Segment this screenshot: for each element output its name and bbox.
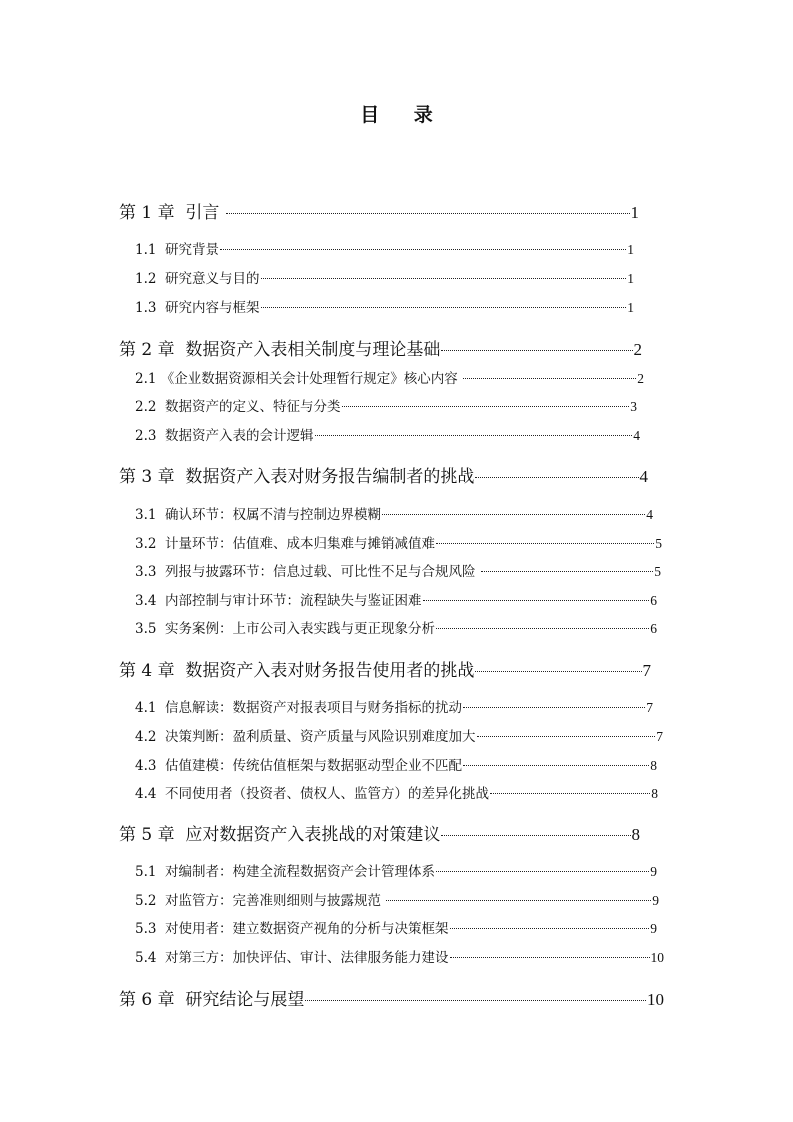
toc-entry-label: 5.3 对使用者：建立数据资产视角的分析与决策框架	[135, 921, 449, 937]
toc-entry-label: 1.1 研究背景	[135, 242, 220, 258]
page-title: 目 录	[360, 104, 447, 126]
toc-entry-section-3-2[interactable]	[135, 531, 662, 557]
toc-entry-page: 3	[630, 399, 637, 414]
dot-leader	[475, 656, 641, 676]
toc-entry-section-5-4[interactable]	[135, 945, 664, 971]
dot-leader	[450, 946, 650, 962]
toc-entry-chapter-5[interactable]	[119, 820, 640, 848]
toc-entry-label: 3.2 计量环节：估值难、成本归集难与摊销减值难	[135, 536, 436, 552]
toc-entry-label: 5.2 对监管方：完善准则细则与披露规范	[135, 893, 386, 909]
dot-leader	[441, 820, 630, 840]
dot-leader	[423, 589, 650, 605]
toc-entry-chapter-6[interactable]	[119, 985, 664, 1013]
toc-entry-section-4-1[interactable]	[135, 695, 653, 721]
dot-leader	[436, 617, 649, 633]
toc-entry-label: 1.3 研究内容与框架	[135, 300, 260, 316]
toc-entry-section-2-1[interactable]	[135, 366, 644, 392]
toc-entry-chapter-4[interactable]	[119, 656, 651, 684]
toc-entry-page: 2	[633, 340, 642, 360]
dot-leader	[342, 395, 630, 411]
toc-entry-label: 4.4 不同使用者（投资者、债权人、监管方）的差异化挑战	[135, 786, 490, 802]
toc-entry-section-2-3[interactable]	[135, 423, 640, 449]
toc-entry-page: 6	[650, 593, 657, 608]
toc-entry-page: 9	[650, 864, 657, 879]
toc-entry-section-4-2[interactable]	[135, 724, 663, 750]
toc-entry-page: 7	[656, 729, 663, 744]
toc-entry-label: 3.5 实务案例：上市公司入表实践与更正现象分析	[135, 621, 436, 637]
dot-leader	[450, 917, 650, 933]
toc-entry-page: 7	[646, 700, 653, 715]
toc-entry-section-2-2[interactable]	[135, 394, 637, 420]
dot-leader	[475, 462, 638, 482]
toc-entry-label: 第 4 章 数据资产入表对财务报告使用者的挑战	[119, 661, 475, 682]
toc-entry-label: 5.1 对编制者：构建全流程数据资产会计管理体系	[135, 864, 436, 880]
dot-leader	[226, 198, 630, 218]
toc-entry-label: 第 3 章 数据资产入表对财务报告编制者的挑战	[119, 467, 475, 488]
dot-leader	[463, 754, 649, 770]
dot-leader	[481, 560, 653, 576]
toc-entry-label: 第 5 章 应对数据资产入表挑战的对策建议	[119, 825, 441, 846]
toc-entry-page: 4	[646, 507, 653, 522]
toc-entry-page: 2	[637, 371, 644, 386]
dot-leader	[436, 860, 649, 876]
toc-entry-label: 4.1 信息解读：数据资产对报表项目与财务指标的扰动	[135, 700, 463, 716]
dot-leader	[305, 985, 646, 1005]
dot-leader	[477, 725, 656, 741]
toc-entry-label: 2.3 数据资产入表的会计逻辑	[135, 428, 314, 444]
toc-entry-page: 10	[647, 990, 664, 1010]
toc-entry-page: 7	[642, 661, 651, 681]
toc-entry-page: 9	[650, 921, 657, 936]
toc-entry-label: 2.2 数据资产的定义、特征与分类	[135, 399, 341, 415]
toc-entry-page: 4	[639, 467, 648, 487]
toc-entry-section-4-3[interactable]	[135, 753, 657, 779]
dot-leader	[441, 335, 632, 355]
toc-entry-section-5-2[interactable]	[135, 888, 659, 914]
toc-entry-label: 3.1 确认环节：权属不清与控制边界模糊	[135, 507, 382, 523]
dot-leader	[315, 424, 633, 440]
toc-entry-section-3-5[interactable]	[135, 616, 657, 642]
toc-entry-page: 1	[627, 300, 634, 315]
toc-entry-chapter-2[interactable]	[119, 335, 642, 363]
toc-entry-page: 1	[630, 203, 639, 223]
toc-entry-label: 4.2 决策判断：盈利质量、资产质量与风险识别难度加大	[135, 729, 476, 745]
dot-leader	[436, 532, 654, 548]
toc-entry-label: 1.2 研究意义与目的	[135, 271, 260, 287]
toc-entry-page: 1	[627, 242, 634, 257]
toc-entry-page: 5	[655, 536, 662, 551]
dot-leader	[490, 782, 650, 798]
toc-entry-label: 3.4 内部控制与审计环节：流程缺失与鉴证困难	[135, 593, 422, 609]
toc-entry-section-4-4[interactable]	[135, 781, 658, 807]
toc-entry-page: 9	[652, 893, 659, 908]
toc-entry-page: 8	[631, 825, 640, 845]
toc-entry-section-3-1[interactable]	[135, 502, 653, 528]
toc-entry-chapter-1[interactable]	[119, 198, 639, 226]
toc-entry-page: 6	[650, 621, 657, 636]
toc-entry-page: 8	[651, 786, 658, 801]
toc-entry-label: 2.1 《企业数据资源相关会计处理暂行规定》核心内容	[135, 371, 463, 387]
dot-leader	[463, 367, 636, 383]
toc-entry-section-1-3[interactable]	[135, 295, 634, 321]
dot-leader	[220, 238, 626, 254]
toc-entry-page: 5	[654, 564, 661, 579]
dot-leader	[463, 696, 645, 712]
toc-entry-section-5-3[interactable]	[135, 916, 657, 942]
toc-entry-label: 5.4 对第三方：加快评估、审计、法律服务能力建设	[135, 950, 449, 966]
toc-entry-section-5-1[interactable]	[135, 859, 657, 885]
dot-leader	[386, 889, 651, 905]
toc-entry-page: 1	[627, 271, 634, 286]
toc-entry-label: 3.3 列报与披露环节：信息过载、可比性不足与合规风险	[135, 564, 480, 580]
dot-leader	[261, 296, 627, 312]
toc-entry-label: 第 6 章 研究结论与展望	[119, 990, 305, 1011]
dot-leader	[261, 267, 627, 283]
toc-entry-section-3-4[interactable]	[135, 588, 657, 614]
dot-leader	[382, 503, 645, 519]
toc-entry-section-3-3[interactable]	[135, 559, 661, 585]
toc-entry-chapter-3[interactable]	[119, 462, 648, 490]
toc-entry-label: 4.3 估值建模：传统估值框架与数据驱动型企业不匹配	[135, 758, 463, 774]
toc-entry-page: 10	[650, 950, 664, 965]
toc-entry-page: 4	[633, 428, 640, 443]
toc-entry-section-1-1[interactable]	[135, 237, 634, 263]
toc-entry-label: 第 2 章 数据资产入表相关制度与理论基础	[119, 340, 441, 361]
toc-entry-page: 8	[650, 758, 657, 773]
toc-entry-section-1-2[interactable]	[135, 266, 634, 292]
toc-entry-label: 第 1 章 引言	[119, 203, 225, 224]
